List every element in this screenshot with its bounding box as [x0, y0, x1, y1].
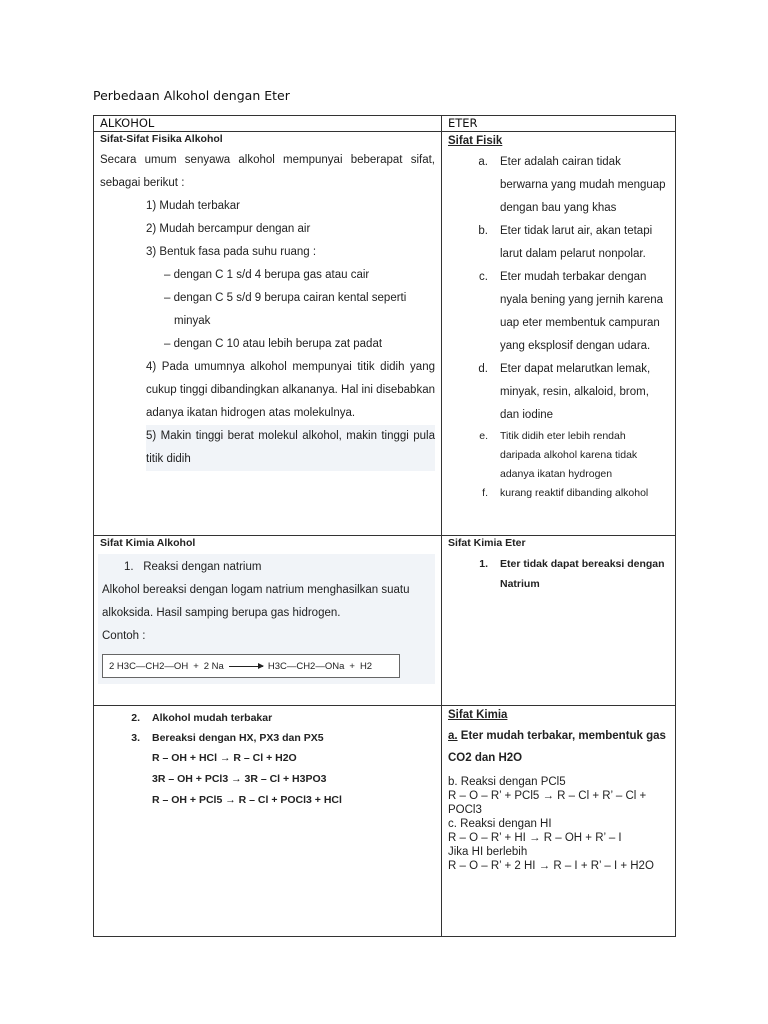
- eter-kimia-heading: Sifat Kimia Eter: [448, 537, 526, 549]
- list-item: 1. Eter tidak dapat bereaksi dengan Natrium: [479, 558, 665, 590]
- alkohol-fisika-intro: Secara umum senyawa alkohol mempunyai beberapat sifat, sebagai berikut :: [100, 154, 435, 189]
- header-eter: ETER: [442, 116, 676, 132]
- row-sifat-kimia: [94, 536, 676, 706]
- eter-kimia2-c-eq2: R – O – R’ + 2 HI → R – I + R’ – I + H2O: [448, 860, 654, 872]
- alkohol-kimia-box: [98, 554, 435, 684]
- formula-hcl: R – OH + HCl → R – Cl + H2O: [152, 752, 297, 764]
- eter-kimia2-c: c. Reaksi dengan HI: [448, 818, 552, 830]
- alkohol-fisika-heading: Sifat-Sifat Fisika Alkohol: [100, 133, 223, 145]
- plus-sign: +: [193, 660, 199, 672]
- formula-pcl5: R – OH + PCl5 → R – Cl + POCl3 + HCl: [152, 794, 342, 806]
- cell-alkohol-reaksi: [94, 706, 442, 937]
- cell-alkohol-fisika: [94, 132, 442, 536]
- list-item: – dengan C 1 s/d 4 berupa gas atau cair: [164, 269, 370, 281]
- eter-kimia2-c-eq: R – O – R’ + HI → R – OH + R’ – I: [448, 832, 622, 844]
- list-item: 2. Alkohol mudah terbakar: [131, 712, 273, 724]
- formula-pcl3: 3R – OH + PCl3 → 3R – Cl + H3PO3: [152, 773, 327, 785]
- alkohol-kimia-desc: Alkohol bereaksi dengan logam natrium menghasilkan suatu alkoksida. Hasil samping berupa gas hidrogen.: [102, 584, 410, 619]
- eter-kimia2-heading: Sifat Kimia: [448, 709, 508, 721]
- list-item: minyak: [174, 315, 211, 327]
- list-item: 5) Makin tinggi berat molekul alkohol, makin tinggi pula titik didih: [146, 425, 435, 471]
- reactant-2: 2 Na: [203, 660, 224, 672]
- header-alkohol: ALKOHOL: [94, 116, 442, 132]
- alkohol-kimia-contoh: Contoh :: [102, 630, 146, 642]
- list-item: e. Titik didih eter lebih rendah daripada alkohol karena tidak adanya ikatan hydrogen: [479, 430, 638, 480]
- alkohol-fisika-list: [100, 195, 435, 471]
- list-item: – dengan C 5 s/d 9 berupa cairan kental seperti: [164, 292, 407, 304]
- eter-fisik-list: [448, 151, 669, 503]
- arrow-right-icon: [229, 666, 263, 667]
- product-1: H3C—CH2—ONa: [267, 660, 345, 672]
- list-item: b. Eter tidak larut air, akan tetapi larut dalam pelarut nonpolar.: [478, 225, 653, 260]
- cell-alkohol-kimia: [94, 536, 442, 706]
- reaction-equation: [102, 654, 400, 678]
- list-item: 4) Pada umumnya alkohol mempunyai titik didih yang cukup tinggi dibandingkan alkananya. Hal ini disebabkan adanya ikatan hidrogen atas molekulnya.: [146, 361, 435, 419]
- cell-eter-fisik: [442, 132, 676, 536]
- list-item: – dengan C 10 atau lebih berupa zat padat: [164, 338, 383, 350]
- list-item: 2) Mudah bercampur dengan air: [146, 223, 311, 235]
- product-2: H2: [359, 660, 373, 672]
- list-item: 1) Mudah terbakar: [146, 200, 240, 212]
- list-item: 3) Bentuk fasa pada suhu ruang :: [146, 246, 317, 258]
- plus-sign: +: [349, 660, 355, 672]
- alkohol-kimia-heading: Sifat Kimia Alkohol: [100, 537, 196, 549]
- list-item: a. Eter adalah cairan tidak berwarna yang mudah menguap dengan bau yang khas: [478, 156, 666, 214]
- reactant-1: 2 H3C—CH2—OH: [109, 660, 189, 672]
- list-item: c. Eter mudah terbakar dengan nyala bening yang jernih karena uap eter membentuk campuran yang eksplosif dengan udara.: [479, 271, 664, 352]
- eter-kimia2-a: a. Eter mudah terbakar, membentuk gas CO2 dan H2O: [448, 730, 666, 764]
- eter-kimia2-c-note: Jika HI berlebih: [448, 846, 528, 858]
- header-row: [94, 116, 676, 132]
- list-item: f. kurang reaktif dibanding alkohol: [482, 487, 649, 499]
- eter-fisik-heading: Sifat Fisik: [448, 135, 503, 147]
- page-title: Perbedaan Alkohol dengan Eter: [93, 88, 290, 103]
- comparison-table: [93, 115, 676, 937]
- cell-eter-reaksi: [442, 706, 676, 937]
- list-item: d. Eter dapat melarutkan lemak, minyak, resin, alkaloid, brom, dan iodine: [478, 363, 651, 421]
- eter-kimia2-b-eq: R – O – R’ + PCl5 → R – Cl + R’ – Cl + POCl3: [448, 790, 647, 816]
- list-item: 3. Bereaksi dengan HX, PX3 dan PX5: [131, 732, 324, 744]
- list-item: 1. Reaksi dengan natrium: [124, 561, 262, 573]
- eter-kimia2-b: b. Reaksi dengan PCl5: [448, 776, 566, 788]
- row-reaksi: [94, 706, 676, 937]
- cell-eter-kimia: [442, 536, 676, 706]
- row-sifat-fisik: [94, 132, 676, 536]
